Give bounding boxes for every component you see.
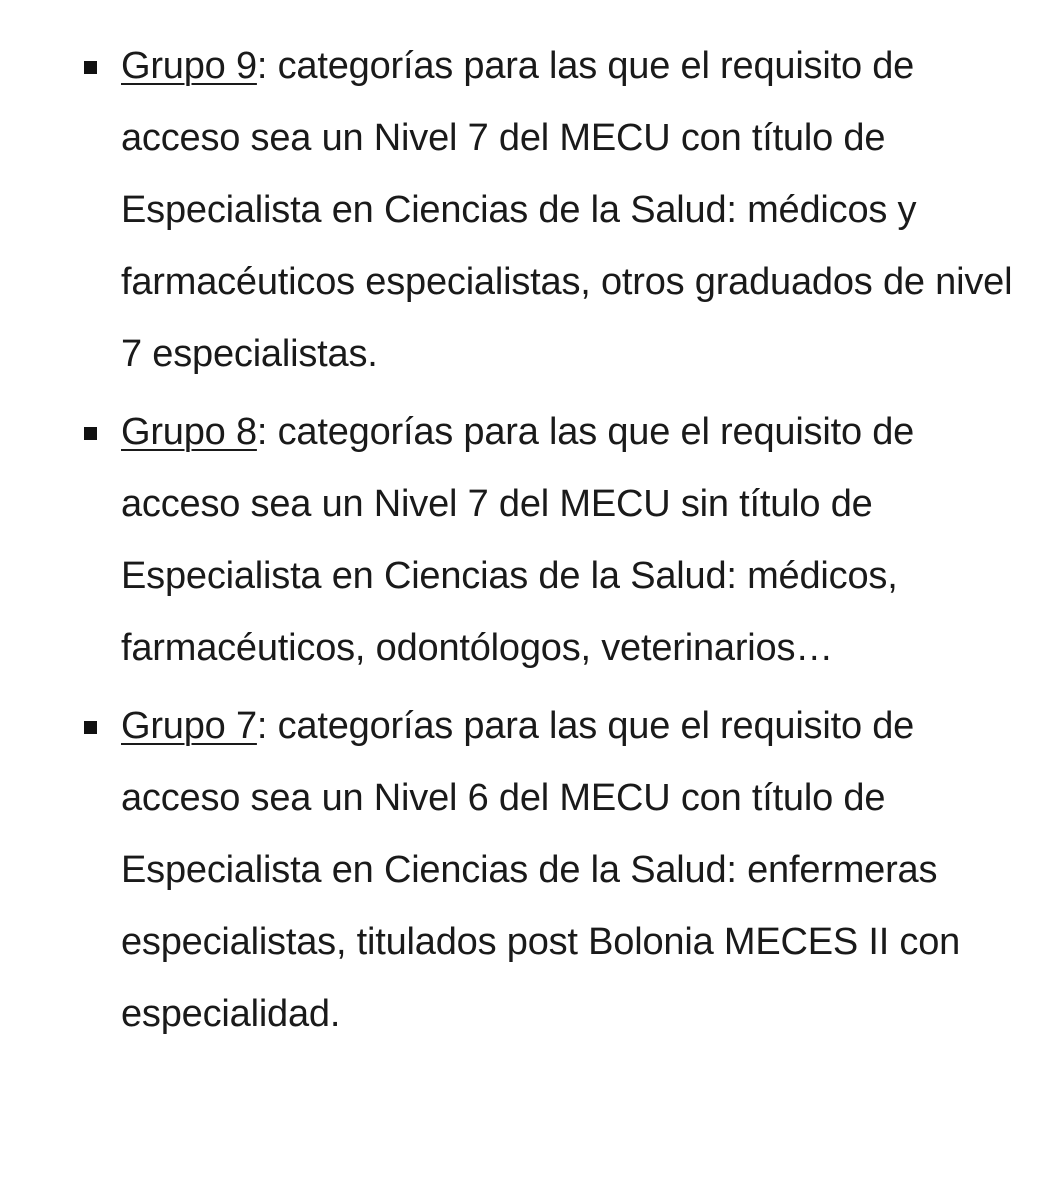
item-description: : categorías para las que el requisito de acceso sea un Nivel 7 del MECU con título de Especialista en Ciencias de la Salud: médicos y farmacéuticos especialistas, otros graduados de nivel 7 especialistas. (121, 45, 1013, 375)
group-list (0, 30, 1060, 1056)
list-item (0, 690, 1060, 1050)
group-7-link[interactable]: Grupo 7 (121, 705, 257, 747)
list-item (0, 30, 1060, 390)
item-description: : categorías para las que el requisito de acceso sea un Nivel 6 del MECU con título de Especialista en Ciencias de la Salud: enfermeras especialistas, titulados post Bolonia MECES II con especialidad. (121, 705, 961, 1035)
square-bullet-icon (84, 721, 97, 734)
square-bullet-icon (84, 427, 97, 440)
item-description: : categorías para las que el requisito de acceso sea un Nivel 7 del MECU sin título de Especialista en Ciencias de la Salud: médicos, farmacéuticos, odontólogos, veterinarios… (121, 411, 915, 669)
group-9-link[interactable]: Grupo 9 (121, 45, 257, 87)
square-bullet-icon (84, 61, 97, 74)
list-item (0, 396, 1060, 684)
group-8-link[interactable]: Grupo 8 (121, 411, 257, 453)
